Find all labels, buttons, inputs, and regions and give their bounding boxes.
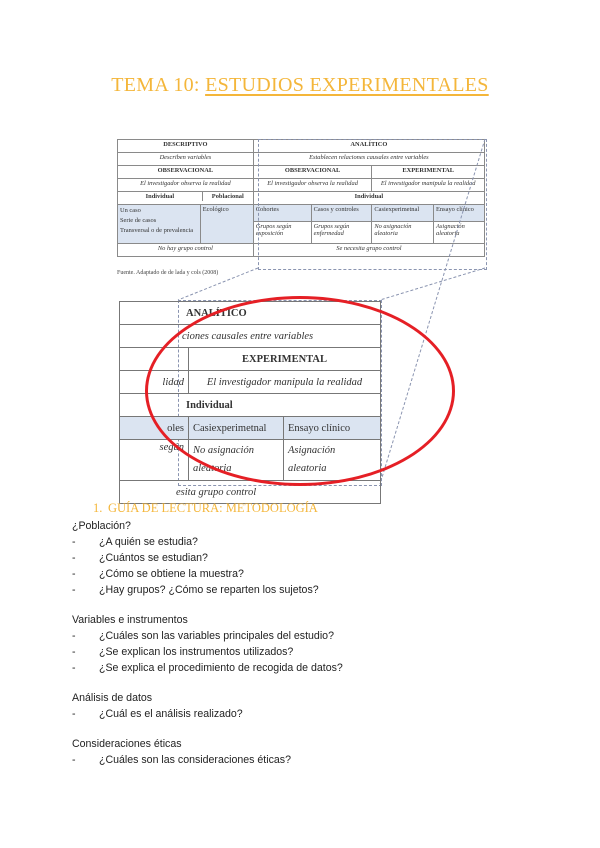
heading-text: GUÍA DE LECTURA: METODOLOGÍA bbox=[108, 501, 318, 515]
cell-asig: Asignación aleatoria bbox=[434, 221, 485, 243]
cell-describen: Describen variables bbox=[118, 153, 254, 166]
section-heading bbox=[93, 501, 318, 516]
z-controles-frag: oles bbox=[120, 417, 189, 440]
section-title: Variables e instrumentos bbox=[72, 614, 188, 626]
z-ensayo: Ensayo clínico bbox=[284, 417, 381, 440]
question-list bbox=[72, 534, 572, 598]
cell-individual-left: Individual bbox=[118, 192, 203, 201]
cell-poblacional: Poblacional bbox=[211, 193, 244, 200]
section-title: Consideraciones éticas bbox=[72, 738, 182, 750]
cell-grupos-exp: Grupos según exposición bbox=[253, 221, 311, 243]
z-segun-frag: según bbox=[120, 440, 189, 481]
z-obs-frag: lidad bbox=[120, 371, 189, 394]
list-item: - ¿Cuáles son las variables principales del estudio? bbox=[72, 630, 334, 642]
z-no-asig: No asignación aleatoria bbox=[189, 440, 284, 481]
list-item: - ¿Cuáles son las consideraciones éticas? bbox=[72, 754, 291, 766]
cell-casos-controles: Casos y controles bbox=[311, 205, 372, 222]
list-item: - ¿Se explica el procedimiento de recogida de datos? bbox=[72, 662, 343, 674]
red-highlight-circle bbox=[145, 296, 455, 486]
list-item: - ¿A quién se estudia? bbox=[72, 536, 198, 548]
question-list bbox=[72, 706, 572, 722]
list-item: - ¿Cuál es el análisis realizado? bbox=[72, 708, 243, 720]
z-casiexp: Casiexperimetnal bbox=[189, 417, 284, 440]
cell-experimental: EXPERIMENTAL bbox=[372, 166, 485, 179]
cell-ecologico: Ecológico bbox=[202, 206, 229, 213]
connector-line-left bbox=[178, 268, 258, 300]
title-prefix: TEMA 10: bbox=[111, 74, 206, 96]
section-title: ¿Población? bbox=[72, 520, 131, 532]
cell-no-hay-control: No hay grupo control bbox=[118, 244, 254, 257]
cell-observacional-left: OBSERVACIONAL bbox=[118, 166, 254, 179]
cell-obs-desc-left: El investigador observa la realidad bbox=[118, 179, 254, 192]
desc-type: Un caso bbox=[120, 207, 141, 214]
z-analitico: ANALÍTICO bbox=[120, 302, 381, 325]
cell-cohortes: Cohortes bbox=[253, 205, 311, 222]
cell-observacional: OBSERVACIONAL bbox=[253, 166, 372, 179]
section-title: Análisis de datos bbox=[72, 692, 153, 704]
z-control: esita grupo control bbox=[120, 481, 381, 504]
list-item: - ¿Cómo se obtiene la muestra? bbox=[72, 568, 244, 580]
desc-type: Transversal o de prevalencia bbox=[120, 227, 194, 234]
cell-establecen: Establecen relaciones causales entre variables bbox=[253, 153, 484, 166]
cell-grupos-enf: Grupos según enfermedad bbox=[311, 221, 372, 243]
cell-no-asig: No asignación aleatoria bbox=[372, 221, 434, 243]
cell-ensayo: Ensayo clínico bbox=[434, 205, 485, 222]
list-item: - ¿Se explican los instrumentos utilizados? bbox=[72, 646, 294, 658]
title-underlined: ESTUDIOS EXPERIMENTALES bbox=[205, 74, 489, 96]
cell-se-necesita-control: Se necesita grupo control bbox=[253, 244, 484, 257]
cell-exp-desc: El investigador manipula la realidad bbox=[372, 179, 485, 192]
cell-obs-desc: El investigador observa la realidad bbox=[253, 179, 372, 192]
cell-casiexp: Casiexperimetnal bbox=[372, 205, 434, 222]
heading-number: 1. bbox=[93, 501, 103, 515]
cell-descriptivo: DESCRIPTIVO bbox=[118, 140, 254, 153]
list-item: - ¿Hay grupos? ¿Cómo se reparten los sujetos? bbox=[72, 584, 319, 596]
cell-individual: Individual bbox=[253, 192, 484, 205]
desc-type: Serie de casos bbox=[120, 217, 157, 224]
connector-line-right bbox=[380, 268, 485, 300]
question-list bbox=[72, 752, 572, 768]
z-asig: Asignación aleatoria bbox=[284, 440, 381, 481]
table-source: Fuente. Adaptado de de lada y cols (2008) bbox=[117, 270, 219, 276]
cell-analitico: ANALÍTICO bbox=[253, 140, 484, 153]
question-list bbox=[72, 628, 572, 676]
list-item: - ¿Cuántos se estudian? bbox=[72, 552, 208, 564]
reading-guide bbox=[72, 519, 572, 768]
z-establecen: ciones causales entre variables bbox=[120, 325, 381, 348]
z-exp-desc: El investigador manipula la realidad bbox=[189, 371, 381, 394]
z-experimental: EXPERIMENTAL bbox=[189, 348, 381, 371]
z-individual: Individual bbox=[120, 394, 381, 417]
